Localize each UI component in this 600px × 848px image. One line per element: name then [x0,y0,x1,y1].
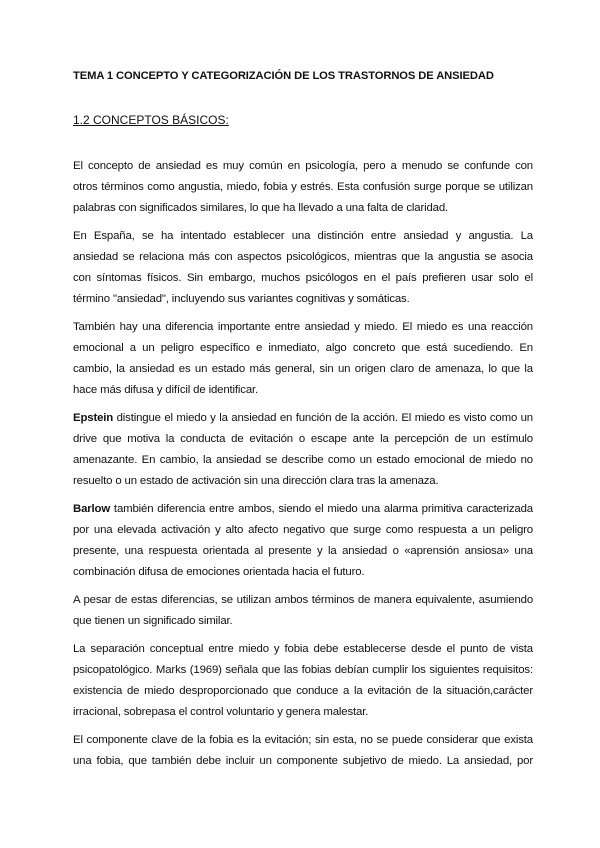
text-line [73,660,533,681]
line-text: En España, se ha intentado establecer una distinción entre ansiedad y angustia. La [73,230,533,242]
paragraph [73,226,533,310]
document-body [73,156,533,772]
line-text: El componente clave de la fobia es la evitación; sin esta, no se puede considerar que exista [73,734,533,746]
text-line [73,562,533,583]
line-text: una fobia, que también debe incluir un componente subjetivo de miedo. La ansiedad, por [73,755,533,767]
line-text: irracional, sobrepasa el control voluntario y genera malestar. [73,706,369,718]
text-line [73,590,533,611]
paragraph [73,730,533,772]
line-text: término "ansiedad", incluyendo sus variantes cognitivas y somáticas. [73,293,410,305]
text-line [73,751,533,772]
line-text: amenazante. En cambio, la ansiedad se describe como un estado emocional de miedo no [73,454,533,466]
line-text: combinación difusa de emociones orientada hacia el futuro. [73,566,365,578]
text-line [73,177,533,198]
line-text: El concepto de ansiedad es muy común en psicología, pero a menudo se confunde con [73,160,533,172]
line-text: drive que motiva la conducta de evitación o escape ante la percepción de un estímulo [73,433,533,445]
line-text: emocional a un peligro específico e inmediato, algo concreto que está sucediendo. En [73,342,533,354]
line-text: ansiedad se relaciona más con aspectos psicológicos, mientras que la angustia se asocia [73,251,533,263]
line-text: distingue el miedo y la ansiedad en función de la acción. El miedo es visto como un [113,412,533,424]
text-line [73,156,533,177]
text-line [73,541,533,562]
text-line [73,289,533,310]
text-line [73,611,533,632]
text-line [73,268,533,289]
text-line [73,317,533,338]
paragraph [73,317,533,401]
paragraph [73,590,533,632]
line-text: que tienen un significado similar. [73,615,233,627]
line-text: A pesar de estas diferencias, se utilizan ambos términos de manera equivalente, asumiendo [73,594,533,606]
text-line [73,198,533,219]
author-name: Epstein [73,412,114,424]
paragraph [73,499,533,583]
section-heading: 1.2 CONCEPTOS BÁSICOS: [73,113,229,127]
text-line [73,702,533,723]
text-line [73,338,533,359]
text-line [73,359,533,380]
text-line [73,226,533,247]
line-text: existencia de miedo desproporcionado que conduce a la evitación de la situación,carácter [73,685,533,697]
line-text: También hay una diferencia importante entre ansiedad y miedo. El miedo es una reacción [73,321,533,333]
text-line [73,681,533,702]
paragraph [73,408,533,492]
text-line [73,639,533,660]
text-line [73,380,533,401]
line-text: psicopatológico. Marks (1969) señala que las fobias debían cumplir los siguientes requisitos: [73,664,533,676]
text-line [73,730,533,751]
line-text: también diferencia entre ambos, siendo el miedo una alarma primitiva caracterizada [110,503,533,515]
paragraph [73,156,533,219]
line-text: La separación conceptual entre miedo y fobia debe establecerse desde el punto de vista [73,643,533,655]
line-text: hace más difusa y difícil de identificar. [73,384,259,396]
author-name: Barlow [73,503,111,515]
line-text: otros términos como angustia, miedo, fobia y estrés. Esta confusión surge porque se utilizan [73,181,533,193]
text-line [73,520,533,541]
line-text: resuelto o un estado de activación sin una dirección clara tras la amenaza. [73,475,439,487]
text-line [73,247,533,268]
line-text: cambio, la ansiedad es un estado más general, sin un origen claro de amenaza, lo que la [73,363,533,375]
text-line [73,499,533,520]
text-line [73,429,533,450]
text-line [73,408,533,429]
text-line [73,471,533,492]
line-text: palabras con significados similares, lo que ha llevado a una falta de claridad. [73,202,449,214]
paragraph [73,639,533,723]
line-text: por una elevada activación y alto afecto negativo que surge como respuesta a un peligro [73,524,533,536]
line-text: presente, una respuesta orientada al presente y la ansiedad o «aprensión ansiosa» una [73,545,533,557]
text-line [73,450,533,471]
document-title: TEMA 1 CONCEPTO Y CATEGORIZACIÓN DE LOS TRASTORNOS DE ANSIEDAD [73,70,494,82]
line-text: con síntomas físicos. Sin embargo, muchos psicólogos en el país prefieren usar solo el [73,272,533,284]
